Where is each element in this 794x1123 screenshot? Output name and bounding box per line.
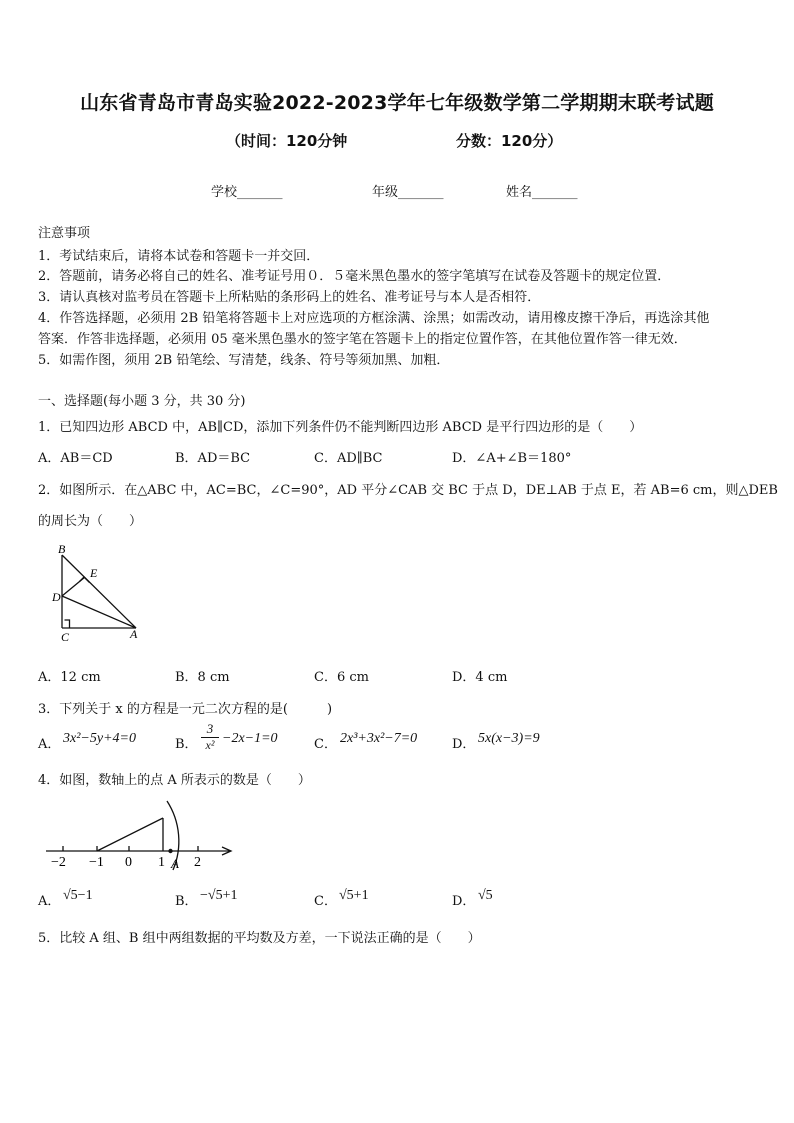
notice-item: 3．请认真核对监考员在答题卡上所粘贴的条形码上的姓名、准考证号与本人是否相符． [38,290,541,305]
point-a-label: A [171,856,179,871]
fraction-denominator: x² [205,738,215,752]
q4-option-b-label: B． [175,894,198,909]
notice-item: 5．如需作图，须用 2B 铅笔绘、写清楚，线条、符号等须加黑、加粗． [38,353,450,368]
label-a: A [130,627,138,641]
q4-option-a-label: A． [38,894,61,909]
tick-label-1: 1 [158,855,165,870]
notice-heading: 注意事项 [38,226,91,241]
notice-item: 1．考试结束后，请将本试卷和答题卡一并交回． [38,249,320,264]
notice-item: 2．答题前，请务必将自己的姓名、准考证号用０．５毫米黑色墨水的签字笔填写在试卷及答题卡的规定位置． [38,269,671,284]
fraction-numerator: 3 [206,721,214,736]
q3-option-d-label: D． [452,737,476,752]
question-4-stem: 4．如图，数轴上的点 A 所表示的数是（ ） [38,773,311,788]
q3-option-a-label: A． [38,737,61,752]
question-2-stem-cont: 的周长为（ ） [38,514,143,529]
triangle-figure [44,540,154,645]
q3-option-b-label: B． [175,737,198,752]
q2-option-a: A．12 cm [38,670,101,685]
label-d: D [52,590,61,604]
q2-option-b: B．8 cm [175,670,230,685]
q2-option-d: D．4 cm [452,670,508,685]
tick-label-neg1: −1 [89,855,104,870]
q4-option-b: −√5+1 [200,888,238,903]
label-c: C [61,630,70,644]
exam-score: 分数：120分） [456,132,563,150]
q3-option-c-label: C． [314,737,337,752]
q3-option-b-fraction [201,722,219,752]
q2-option-c: C．6 cm [314,670,369,685]
q1-option-c: C．AD∥BC [314,451,383,466]
q4-option-c-label: C． [314,894,337,909]
tick-label-neg2: −2 [51,855,66,870]
grade-field: 年级_______ [372,185,444,200]
q4-option-c: √5+1 [339,888,369,903]
question-5-stem: 5．比较 A 组、B 组中两组数据的平均数及方差，一下说法正确的是（ ） [38,931,481,946]
point-a-marker [168,849,172,853]
number-line-figure [40,800,240,872]
name-field: 姓名_______ [506,185,578,200]
exam-title: 山东省青岛市青岛实验2022-2023学年七年级数学第二学期期末联考试题 [80,92,714,114]
q1-option-d: D．∠A+∠B＝180° [452,451,572,466]
q4-option-d-label: D． [452,894,476,909]
q1-option-b: B．AD＝BC [175,451,251,466]
exam-time: （时间：120分钟 [226,132,348,150]
q3-option-b-rest: −2x−1=0 [222,731,278,746]
q4-option-d: √5 [478,888,493,903]
notice-item: 4．作答选择题，必须用 2B 铅笔将答题卡上对应选项的方框涂满、涂黑；如需改动，请用橡皮擦干净后，再选涂其他 [38,311,710,326]
school-field: 学校_______ [211,185,283,200]
question-3-stem: 3．下列关于 x 的方程是一元二次方程的是( ) [38,702,333,717]
label-b: B [58,542,66,556]
q3-option-a: 3x²−5y+4=0 [63,731,136,746]
q1-option-a: A．AB＝CD [38,451,113,466]
q3-option-d: 5x(x−3)=9 [478,731,540,746]
q4-option-a: √5−1 [63,888,93,903]
question-1-stem: 1．已知四边形 ABCD 中，AB∥CD，添加下列条件仍不能判断四边形 ABCD 是平行四边形的是（ ） [38,420,643,435]
tick-label-0: 0 [125,855,132,870]
notice-item: 答案．作答非选择题，必须用 05 毫米黑色墨水的签字笔在答题卡上的指定位置作答，在其他位置作答一律无效． [38,332,687,347]
section-title: 一、选择题(每小题 3 分，共 30 分) [38,394,246,409]
tick-label-2: 2 [194,855,201,870]
q3-option-c: 2x³+3x²−7=0 [340,731,418,746]
question-2-stem: 2．如图所示．在△ABC 中，AC=BC，∠C=90°，AD 平分∠CAB 交 BC 于点 D，DE⊥AB 于点 E，若 AB=6 cm，则△DEB [38,483,778,498]
label-e: E [90,566,98,580]
